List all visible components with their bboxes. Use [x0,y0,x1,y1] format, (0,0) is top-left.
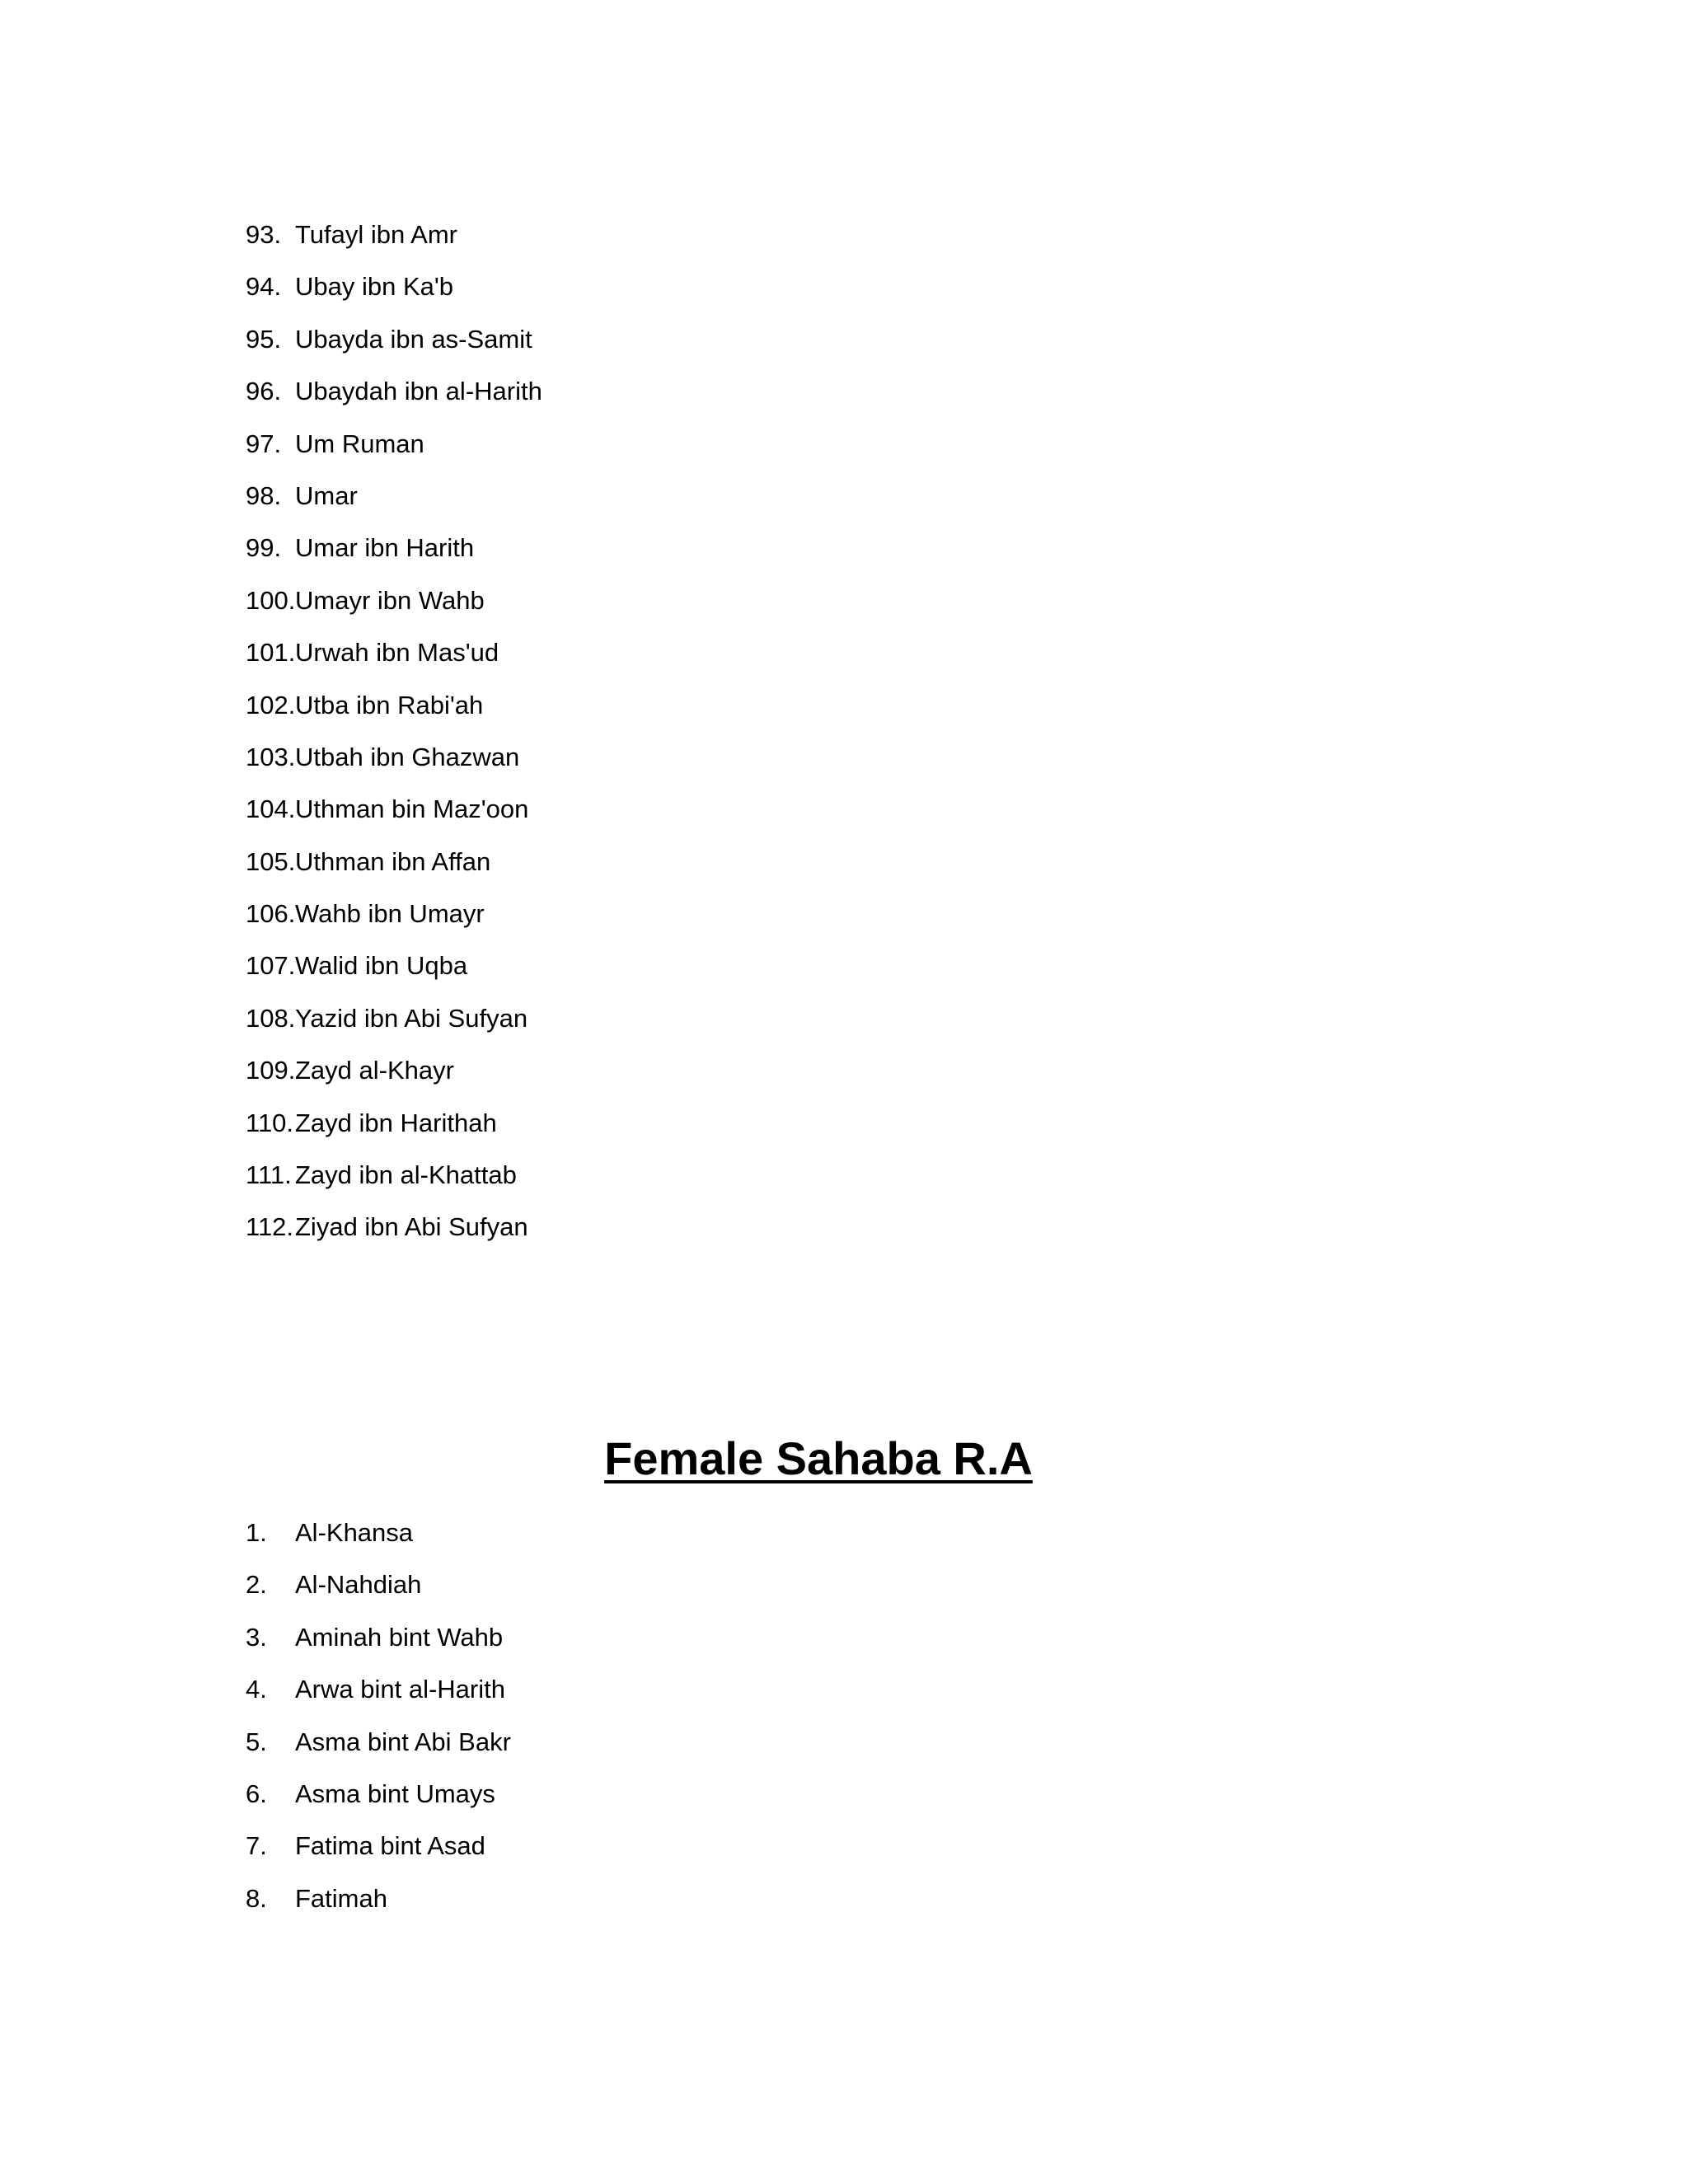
item-name: Uthman bin Maz'oon [295,794,529,824]
item-name: Utba ibn Rabi'ah [295,690,484,719]
item-number: 105. [246,846,296,876]
item-number: 7. [246,1831,267,1861]
item-number: 106. [246,899,296,929]
item-name: Arwa bint al-Harith [295,1675,505,1704]
list-item [246,1515,511,1567]
list-item [246,1209,542,1261]
item-number: 111. [246,1160,292,1190]
list-item [246,1671,511,1723]
list-item [246,687,542,739]
item-name: Uthman ibn Affan [295,846,491,876]
list-item [246,1157,542,1209]
item-number: 96. [246,377,282,406]
list-item [246,1776,511,1828]
item-number: 107. [246,951,296,981]
list-item [246,321,542,373]
female-sahaba-list [246,1515,511,1933]
item-name: Utbah ibn Ghazwan [295,742,520,771]
item-name: Tufayl ibn Amr [295,220,457,249]
item-name: Walid ibn Uqba [295,951,468,981]
item-number: 102. [246,690,296,719]
list-item [246,373,542,425]
item-number: 3. [246,1622,267,1652]
list-item [246,948,542,1000]
item-number: 8. [246,1883,267,1913]
list-item [246,1001,542,1052]
list-item [246,635,542,687]
item-number: 4. [246,1675,267,1704]
list-item [246,791,542,843]
item-number: 93. [246,220,282,249]
item-name: Al-Khansa [295,1518,414,1547]
list-item [246,530,542,582]
item-number: 103. [246,742,296,771]
list-item [246,217,542,269]
item-number: 97. [246,429,282,458]
list-item [246,1105,542,1157]
item-number: 98. [246,480,282,510]
item-number: 100. [246,585,296,615]
list-item [246,896,542,948]
item-name: Zayd al-Khayr [295,1056,454,1085]
item-number: 2. [246,1570,267,1600]
item-number: 94. [246,272,282,302]
item-number: 99. [246,533,282,563]
list-item [246,269,542,321]
list-item [246,1724,511,1776]
item-number: 110. [246,1108,294,1137]
item-name: Zayd ibn Harithah [295,1108,497,1137]
item-number: 1. [246,1518,267,1547]
male-sahaba-list [246,217,542,1262]
list-item [246,739,542,791]
item-name: Asma bint Umays [295,1779,495,1808]
female-sahaba-heading: Female Sahaba R.A [604,1432,1033,1484]
item-name: Ubayda ibn as-Samit [295,324,532,354]
item-number: 101. [246,638,296,668]
item-number: 104. [246,794,296,824]
item-name: Al-Nahdiah [295,1570,422,1600]
list-item [246,1881,511,1933]
item-name: Umar [295,480,358,510]
item-name: Ubaydah ibn al-Harith [295,377,542,406]
item-number: 95. [246,324,282,354]
item-name: Fatima bint Asad [295,1831,485,1861]
item-name: Wahb ibn Umayr [295,899,485,929]
list-item [246,426,542,478]
item-number: 5. [246,1727,267,1756]
item-name: Zayd ibn al-Khattab [295,1160,517,1190]
item-name: Urwah ibn Mas'ud [295,638,499,668]
list-item [246,844,542,896]
list-item [246,1619,511,1671]
item-name: Yazid ibn Abi Sufyan [295,1003,528,1033]
list-item [246,478,542,530]
list-item [246,1567,511,1619]
list-item [246,1052,542,1104]
list-item [246,583,542,635]
item-name: Ziyad ibn Abi Sufyan [295,1212,528,1242]
item-name: Aminah bint Wahb [295,1622,504,1652]
item-name: Umar ibn Harith [295,533,475,563]
item-name: Fatimah [295,1883,387,1913]
item-number: 109. [246,1056,296,1085]
item-name: Umayr ibn Wahb [295,585,485,615]
item-number: 112. [246,1212,294,1242]
item-name: Asma bint Abi Bakr [295,1727,511,1756]
item-number: 6. [246,1779,267,1808]
item-name: Ubay ibn Ka'b [295,272,454,302]
item-name: Um Ruman [295,429,424,458]
item-number: 108. [246,1003,296,1033]
list-item [246,1828,511,1880]
